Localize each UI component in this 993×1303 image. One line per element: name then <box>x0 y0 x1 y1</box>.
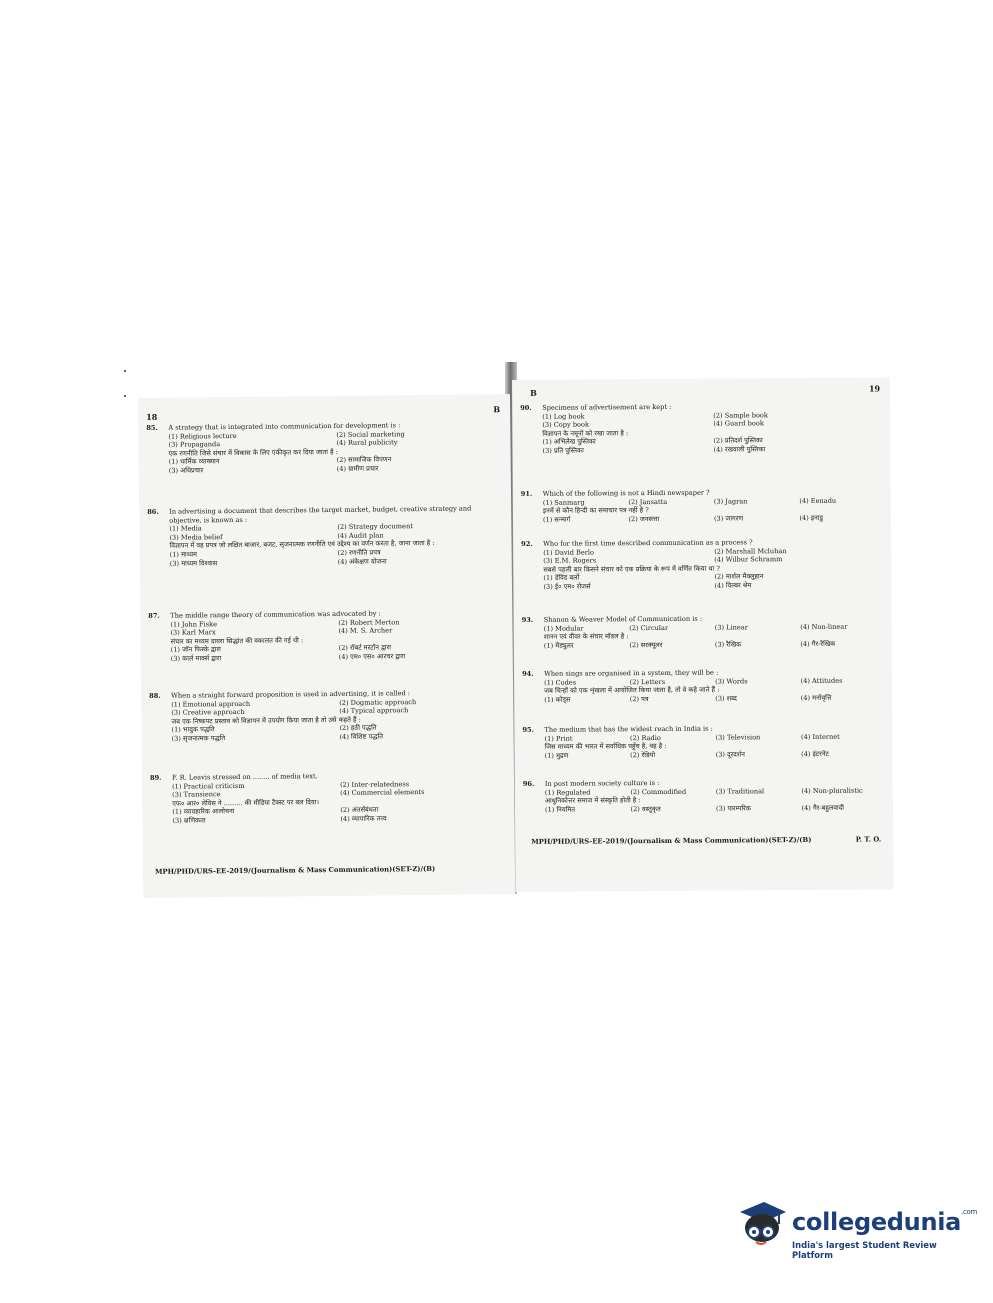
option-en: (2) Radio <box>629 733 661 742</box>
question-88 <box>149 688 508 743</box>
options-hi <box>149 723 507 744</box>
options-hi <box>148 547 506 568</box>
option-en: (3) Linear <box>714 622 748 632</box>
option-hi: (3) शब्द <box>715 694 737 703</box>
option-hi: (2) जनसत्ता <box>628 514 660 523</box>
option-hi: (1) डेविड बर्लो <box>543 573 580 583</box>
question-text-en: When sings are organised in a system, they will be : <box>544 668 719 678</box>
option-hi: (1) नियमित <box>544 805 576 814</box>
scan-speck <box>124 395 126 397</box>
scan-speck <box>124 370 126 372</box>
question-number: 88. <box>149 691 161 700</box>
option-en: (2) Jansatta <box>628 497 668 506</box>
option-en: (2) Sample book <box>713 410 768 420</box>
option-hi: (4) मनोवृत्ति <box>800 693 832 702</box>
question-96 <box>523 777 887 814</box>
options-en <box>520 410 884 430</box>
option-en: (4) Rural publicity <box>336 438 398 448</box>
question-89 <box>150 770 509 825</box>
page-footer: MPH/PHD/URS-EE-2019/(Journalism & Mass Communication)(SET-Z)/(B) <box>154 864 436 876</box>
option-hi: (2) वस्तुकृत <box>630 804 661 813</box>
question-86 <box>147 504 506 568</box>
pto-label: P. T. O. <box>855 835 882 844</box>
option-hi: (1) भावुक पद्धति <box>171 725 215 735</box>
option-hi: (4) रखवाली पुस्तिका <box>713 445 766 454</box>
option-en: (2) Strategy document <box>337 522 413 532</box>
option-en: (1) David Berlo <box>543 548 595 557</box>
left-page <box>138 394 515 898</box>
option-en: (1) Codes <box>544 678 577 687</box>
option-hi: (1) जॉन फिस्के द्वारा <box>170 645 221 655</box>
option-hi: (2) रणनीति प्रपत्र <box>337 548 381 557</box>
question-text-en: The middle range theory of communication was advocated by : <box>170 609 381 620</box>
option-hi: (3) रैखिक <box>714 640 742 649</box>
option-en: (2) Marshall Mcluhan <box>714 546 787 556</box>
options-hi <box>147 455 505 476</box>
option-en: (2) Circular <box>629 623 669 632</box>
option-hi: (4) विल्बर श्रेम <box>714 581 752 590</box>
question-text-hi: आधुनिकोत्तर समाज में संस्कृति होती है : <box>544 796 641 805</box>
option-en: (4) Wilbur Schramm <box>714 555 783 564</box>
option-hi: (2) रॉबर्ट मरटॉन द्वारा <box>338 643 392 653</box>
question-text-en: F. R. Leavis stressed on ........ of media text. <box>171 772 318 782</box>
question-number: 89. <box>149 773 162 782</box>
option-hi: (2) अंतर्संबंधता <box>340 805 379 815</box>
question-text-hi: एफ० आर० लेविस ने ......... की मीडिया टैक्स्ट पर बल दिया। <box>172 797 319 808</box>
option-en: (4) M. S. Archer <box>338 626 393 636</box>
question-text-en: The medium that has the widest reach in India is : <box>544 724 713 734</box>
question-text-en: Who for the first time described communication as a process ? <box>543 538 753 548</box>
option-hi: (2) पत्र <box>629 694 649 703</box>
set-letter: B <box>530 387 537 398</box>
question-94 <box>522 667 886 704</box>
question-number: 91. <box>520 489 533 498</box>
option-en: (3) Television <box>715 732 761 742</box>
option-hi: (4) गैर-रैखिक <box>800 639 836 648</box>
question-95 <box>522 723 886 760</box>
option-hi: (3) दूरदर्शन <box>715 750 745 759</box>
question-text-hi: जब एक निष्कपट प्रस्ताव को विज्ञापन में उपयोग किया जाता है तो उसे कहते हैं : <box>171 715 361 726</box>
option-hi: (3) ई० एम० रोजर्स <box>543 582 591 591</box>
options-hi <box>149 643 507 664</box>
question-text-en: A strategy that is integrated into communication for development is : <box>168 421 401 432</box>
option-hi: (1) मुद्रण <box>544 751 569 760</box>
option-en: (2) Inter-relatedness <box>340 779 410 789</box>
option-en: (1) Log book <box>542 412 585 421</box>
option-en: (3) Words <box>715 676 748 686</box>
option-en: (3) Media belief <box>169 532 223 542</box>
question-number: 85. <box>146 423 158 432</box>
brand-name: collegedunia$^{.com}$ <box>792 1208 978 1236</box>
option-en: (4) Attitudes <box>800 676 843 685</box>
option-en: (2) Robert Merton <box>338 617 400 627</box>
question-number: 96. <box>522 779 535 788</box>
options-hi <box>523 749 887 760</box>
options-hi <box>520 436 884 456</box>
option-hi: (4) एम० एस० आरचर द्वारा <box>338 652 406 661</box>
option-en: (3) Creative approach <box>171 708 245 717</box>
question-text-en: Specimens of advertisement are kept : <box>542 402 672 412</box>
question-text-en: Which of the following is not a Hindi newspaper ? <box>542 488 710 498</box>
option-en: (1) Practical criticism <box>172 781 245 791</box>
question-92 <box>521 537 885 591</box>
question-number: 90. <box>520 403 532 412</box>
question-number: 92. <box>521 539 533 548</box>
option-hi: (2) मार्शल मैक्लुहान <box>714 572 764 581</box>
options-hi <box>522 693 886 704</box>
option-en: (3) Jagran <box>713 496 748 506</box>
options-hi <box>523 803 887 814</box>
option-hi: (4) इंटरनेट <box>801 749 829 758</box>
question-85 <box>146 420 505 475</box>
option-en: (1) Regulated <box>544 788 591 797</box>
option-en: (4) Commercial elements <box>340 788 425 798</box>
question-text-hi: इनमें से कौन हिन्दी का समाचार पत्र नहीं है ? <box>542 506 649 515</box>
question-text-hi: जब चिन्हों को एक शृंखला में आयोजित किया जाता है, तो वे कहे जाते हैं : <box>544 685 720 695</box>
option-en: (3) Copy book <box>542 420 589 429</box>
option-en: (2) Social marketing <box>336 429 405 439</box>
question-number: 95. <box>522 725 534 734</box>
option-en: (1) Sanmarg <box>542 498 585 507</box>
set-letter: B <box>493 404 501 415</box>
option-en: (1) Print <box>544 734 573 743</box>
option-hi: (4) ग्रामीण प्रचार <box>336 464 379 473</box>
option-en: (2) Letters <box>629 677 666 686</box>
option-en: (4) Eenadu <box>799 496 837 505</box>
question-text-hi: संचार का मध्यम दायरा सिद्धांत की वकालत की गई थी : <box>170 636 304 646</box>
option-hi: (1) मैड्युलर <box>543 641 574 650</box>
option-en: (1) Modular <box>543 624 584 633</box>
question-text-hi: जिस माध्यम की भारत में सर्वाधिक पहुँच है, वह है : <box>544 742 667 751</box>
page-footer: MPH/PHD/URS-EE-2019/(Journalism & Mass Communication)(SET-Z)/(B) <box>531 835 812 846</box>
question-number: 87. <box>148 611 160 620</box>
question-text-hi: सबसे पहली बार किसने संचार को एक प्रक्रिया के रूप में वर्णित किया था ? <box>543 564 720 574</box>
options-hi <box>522 639 886 650</box>
question-text-hi: एक रणनीति जिसे संचार में विकास के लिए एकीकृत कर दिया जाता है : <box>168 447 338 458</box>
option-en: (1) Media <box>169 524 202 533</box>
option-hi: (1) माध्यम <box>169 550 198 559</box>
option-hi: (4) गैर-बहुलवादी <box>801 803 844 812</box>
question-text-hi: विज्ञापन के नमूनों को रखा जाता है : <box>542 428 629 438</box>
option-en: (4) Guard book <box>713 419 764 428</box>
question-number: 93. <box>521 615 534 624</box>
option-en: (3) Propaganda <box>168 440 221 449</box>
option-en: (1) Religious lecture <box>168 431 237 441</box>
option-hi: (4) व्यापारिक तत्त्व <box>340 814 387 823</box>
options-en <box>521 546 885 566</box>
option-hi: (4) इनाडु <box>799 513 824 522</box>
option-en: (4) Audit plan <box>337 531 384 540</box>
option-hi: (3) सृजनात्मक पद्धति <box>171 734 226 743</box>
question-number: 94. <box>522 669 534 678</box>
question-text-en: When a straight forward proposition is used in advertising, it is called : <box>171 689 411 700</box>
question-text-hi: शानन एवं वीवर के संचार मॉडल है : <box>543 632 629 641</box>
option-hi: (2) प्रतिदर्श पुस्तिका <box>713 436 763 445</box>
option-hi: (3) कार्ल मार्क्स द्वारा <box>170 654 222 663</box>
option-en: (3) Transience <box>172 790 221 799</box>
option-hi: (1) कोड्स <box>544 695 571 704</box>
option-en: (3) E.M. Rogers <box>543 556 597 565</box>
option-hi: (4) अंकेक्षण योजना <box>337 556 387 566</box>
option-en: (4) Internet <box>800 732 840 741</box>
option-hi: (3) जागरण <box>713 514 744 523</box>
option-hi: (1) व्यावहारिक आलोचना <box>172 807 235 817</box>
option-en: (3) Karl Marx <box>170 628 216 637</box>
option-hi: (3) प्रति पुस्तिका <box>542 446 584 455</box>
option-hi: (2) सामाजिक विपणन <box>336 455 392 465</box>
question-text-hi: विज्ञापन में वह प्रपत्र जो लक्षित बाजार, बजट, सृजनात्मक रणनीति एवं उद्देश्य का वर्णन करता है, जाना जाता है : <box>169 539 435 551</box>
option-hi: (2) रेडियो <box>630 750 656 759</box>
option-en: (1) Emotional approach <box>171 699 251 709</box>
collegedunia-logo <box>734 1196 978 1260</box>
option-en: (1) John Fiske <box>170 619 218 629</box>
option-en: (2) Commodified <box>630 787 687 796</box>
option-hi: (1) सन्मार्ग <box>542 515 571 524</box>
option-en: (4) Non-pluralistic <box>801 786 863 795</box>
student-mascot-icon <box>734 1196 788 1254</box>
option-en: (4) Typical approach <box>339 706 409 716</box>
option-hi: (3) क्षणिकता <box>172 816 206 825</box>
option-hi: (3) अधिप्रचार <box>168 466 204 475</box>
question-text-en: In post modern society culture is : <box>544 778 660 788</box>
right-page <box>512 377 894 892</box>
page-number: 19 <box>868 383 881 394</box>
question-93 <box>522 613 886 650</box>
option-hi: (3) पारम्परिक <box>715 804 751 813</box>
option-hi: (2) सरक्यूलर <box>629 640 663 649</box>
options-hi <box>521 513 885 524</box>
question-text-en: Shanon & Weaver Model of Communication is : <box>543 614 703 624</box>
options-hi <box>521 572 885 592</box>
question-91 <box>521 487 885 524</box>
option-en: (4) Non-linear <box>800 622 848 631</box>
option-hi: (1) धार्मिक व्याख्यान <box>168 457 220 467</box>
page-number: 18 <box>146 411 158 422</box>
options-hi <box>150 805 508 826</box>
option-hi: (1) अभिलेख पुस्तिका <box>542 437 596 447</box>
option-en: (2) Dogmatic approach <box>339 697 417 707</box>
question-number: 86. <box>147 507 159 516</box>
brand-tagline: India's largest Student Review Platform <box>792 1240 937 1260</box>
option-en: (3) Traditional <box>715 786 765 796</box>
option-hi: (3) माध्यम विश्वास <box>169 558 218 568</box>
option-hi: (4) विशिष्ट पद्धति <box>339 732 384 741</box>
question-text-en: In advertising a document that describes the target market, budget, creative strategy and objective, is known as : <box>169 504 472 525</box>
question-87 <box>148 608 507 663</box>
option-hi: (2) हठी पद्धति <box>339 723 377 733</box>
question-90 <box>520 401 884 455</box>
